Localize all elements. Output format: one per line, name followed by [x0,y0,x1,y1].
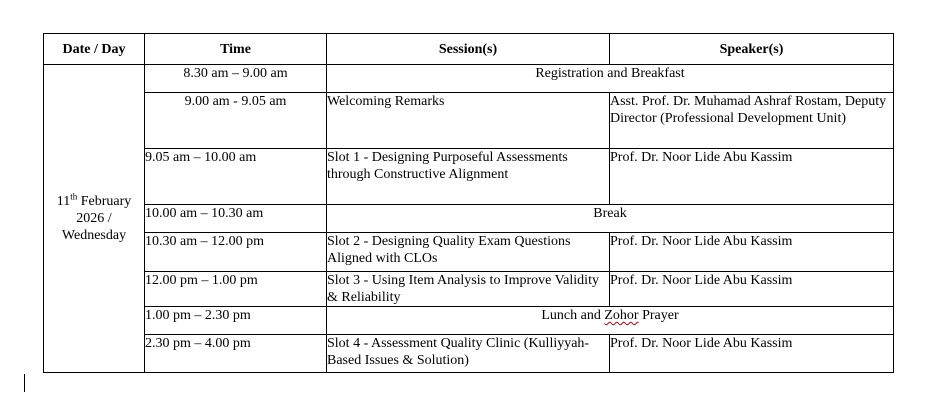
header-time: Time [145,34,327,65]
time-cell: 1.00 pm – 2.30 pm [145,307,327,335]
session-cell: Slot 3 - Using Item Analysis to Improve Validity & Reliability [327,272,610,307]
header-speaker: Speaker(s) [610,34,894,65]
date-weekday: Wednesday [61,228,127,243]
date-year: 2026 / [76,211,112,226]
date-cell [44,65,145,373]
table-row [44,65,894,93]
time-cell: 10.30 am – 12.00 pm [145,233,327,272]
text-cursor [24,374,25,392]
span-cell: Lunch and Zohor Prayer [327,307,894,335]
speaker-cell: Prof. Dr. Noor Lide Abu Kassim [610,233,894,272]
table-row [44,149,894,205]
time-cell: 9.05 am – 10.00 am [145,149,327,205]
schedule-table [43,33,894,373]
header-date: Date / Day [44,34,145,65]
session-cell: Slot 4 - Assessment Quality Clinic (Kulliyyah-Based Issues & Solution) [327,335,610,373]
spellcheck-word: Zohor [604,308,639,323]
header-session: Session(s) [327,34,610,65]
date-suffix: th [70,191,78,202]
session-cell: Slot 2 - Designing Quality Exam Questions Aligned with CLOs [327,233,610,272]
table-row [44,272,894,307]
session-cell: Welcoming Remarks [327,93,610,149]
table-row [44,205,894,233]
speaker-cell: Prof. Dr. Noor Lide Abu Kassim [610,272,894,307]
time-cell: 8.30 am – 9.00 am [145,65,327,93]
span-cell: Break [327,205,894,233]
speaker-cell: Prof. Dr. Noor Lide Abu Kassim [610,335,894,373]
table-row [44,233,894,272]
time-cell: 12.00 pm – 1.00 pm [145,272,327,307]
time-cell: 2.30 pm – 4.00 pm [145,335,327,373]
session-cell: Slot 1 - Designing Purposeful Assessments through Constructive Alignment [327,149,610,205]
header-row [44,34,894,65]
time-cell: 9.00 am - 9.05 am [145,93,327,149]
speaker-cell: Prof. Dr. Noor Lide Abu Kassim [610,149,894,205]
time-cell: 10.00 am – 10.30 am [145,205,327,233]
speaker-cell: Asst. Prof. Dr. Muhamad Ashraf Rostam, Deputy Director (Professional Development Unit) [610,93,894,149]
span-cell: Registration and Breakfast [327,65,894,93]
table-row [44,335,894,373]
date-month: February [77,194,132,209]
table-row [44,93,894,149]
date-day: 11 [56,194,71,209]
table-row [44,307,894,335]
